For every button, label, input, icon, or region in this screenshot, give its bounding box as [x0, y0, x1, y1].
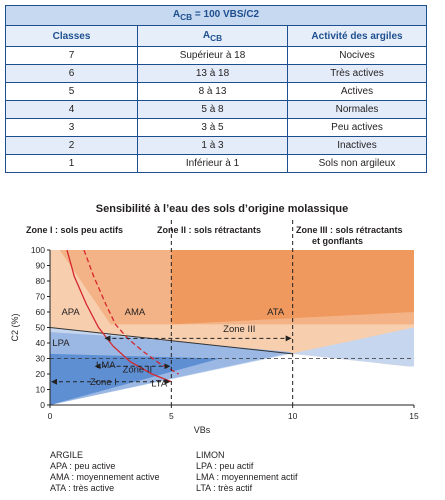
row-activity: Nocives	[288, 47, 427, 65]
caption-sub: CB	[180, 12, 193, 22]
y-tick-label: 0	[40, 400, 45, 410]
row-class: 7	[6, 47, 138, 65]
row-activity: Sols non argileux	[288, 155, 427, 173]
sensitivity-chart	[0, 195, 445, 500]
y-tick-label: 60	[35, 307, 45, 317]
chart-title: Sensibilité à l’eau des sols d’origine molassique	[95, 203, 349, 215]
legend-item: APA : peu active	[50, 461, 116, 471]
y-tick-label: 70	[35, 291, 45, 302]
y-axis-label: C2 (%)	[10, 313, 20, 342]
row-acb: 3 à 5	[138, 119, 288, 137]
y-tick-label: 50	[35, 322, 45, 333]
table-row	[6, 65, 427, 83]
row-class: 6	[6, 65, 138, 83]
region-label-lta: LTA	[151, 378, 168, 390]
row-class: 4	[6, 101, 138, 119]
table-row	[6, 155, 427, 173]
caption-rest: = 100 VBS/C2	[192, 9, 260, 20]
row-acb: 8 à 13	[138, 83, 288, 101]
zone-label: Zone II	[122, 364, 153, 376]
legend-item: AMA : moyennement active	[50, 472, 160, 482]
header-activity: Activité des argiles	[288, 26, 427, 47]
header-acb-a: A	[202, 29, 211, 41]
header-acb-sub: CB	[210, 32, 223, 43]
row-activity: Inactives	[288, 137, 427, 155]
y-tick-label: 20	[35, 369, 45, 379]
table-row	[6, 137, 427, 155]
y-tick-label: 10	[35, 384, 45, 395]
x-tick-label: 5	[168, 411, 174, 421]
row-acb: 1 à 3	[138, 137, 288, 155]
legend-heading-limon: LIMON	[196, 450, 225, 460]
caption-a: A	[172, 9, 181, 20]
table-row	[6, 119, 427, 137]
row-acb: 5 à 8	[138, 101, 288, 119]
y-tick-label: 90	[35, 260, 45, 271]
region-label-apa: APA	[61, 307, 80, 319]
y-tick-label: 30	[35, 353, 45, 364]
row-acb: 13 à 18	[138, 65, 288, 83]
y-tick-label: 80	[35, 276, 45, 286]
row-class: 3	[6, 119, 138, 137]
zone-heading-3-line2: et gonflants	[312, 236, 363, 246]
legend-item: LTA : très actif	[196, 483, 253, 493]
row-class: 1	[6, 155, 138, 173]
row-activity: Très actives	[288, 65, 427, 83]
legend-item: ATA : très active	[50, 483, 115, 493]
x-axis-label: VBs	[193, 425, 211, 435]
legend-heading-argile: ARGILE	[50, 450, 84, 460]
x-tick-label: 10	[287, 411, 298, 421]
row-activity: Actives	[288, 83, 427, 101]
row-activity: Normales	[288, 101, 427, 119]
header-classes: Classes	[6, 26, 138, 47]
legend-item: LMA : moyennement actif	[196, 472, 298, 482]
zone-heading-2: Zone II : sols rétractants	[157, 225, 262, 235]
table-row	[6, 101, 427, 119]
table-header-row	[6, 26, 427, 47]
row-class: 5	[6, 83, 138, 101]
region-label-lpa: LPA	[52, 338, 70, 350]
row-activity: Peu actives	[288, 119, 427, 137]
legend-item: LPA : peu actif	[196, 461, 254, 471]
x-tick-label: 15	[409, 411, 419, 421]
table-row	[6, 83, 427, 101]
row-class: 2	[6, 137, 138, 155]
header-acb	[138, 26, 288, 47]
zone-heading-1: Zone I : sols peu actifs	[26, 225, 124, 235]
x-tick-label: 0	[47, 411, 53, 421]
zone-label: Zone III	[223, 324, 256, 336]
row-acb: Supérieur à 18	[138, 47, 288, 65]
activity-classes-table	[5, 5, 427, 173]
region-label-ata: ATA	[267, 307, 285, 319]
region-label-lma: LMA	[96, 359, 116, 371]
table-row	[6, 47, 427, 65]
table-caption	[6, 6, 427, 26]
y-tick-label: 100	[30, 245, 45, 255]
region-label-ama: AMA	[124, 307, 146, 319]
zone-heading-3-line1: Zone III : sols rétractants	[296, 225, 403, 235]
row-acb: Inférieur à 1	[138, 155, 288, 173]
zone-label: Zone I	[89, 376, 117, 388]
y-tick-label: 40	[35, 338, 45, 348]
